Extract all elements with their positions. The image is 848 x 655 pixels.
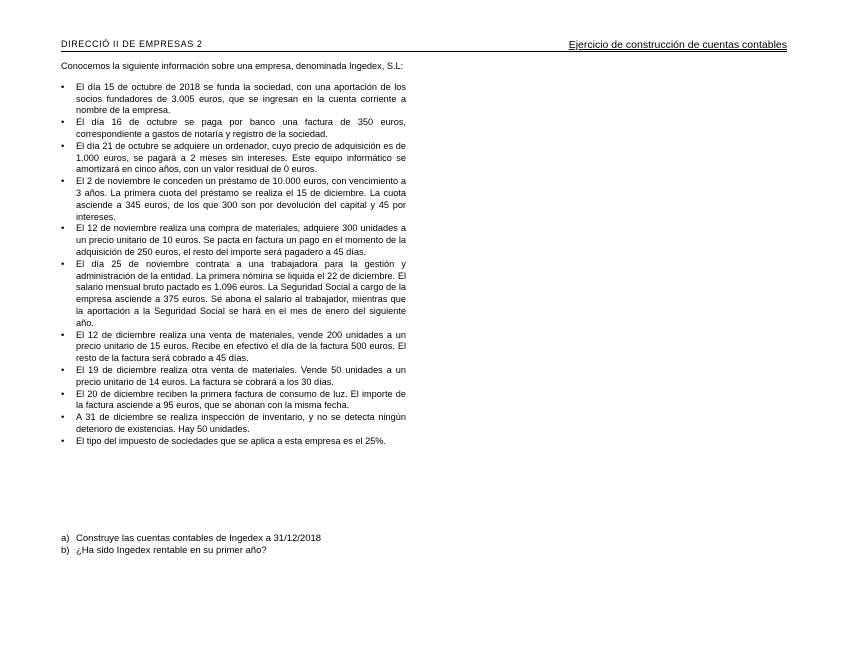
question-text: ¿Ha sido Ingedex rentable en su primer año? bbox=[76, 545, 267, 556]
event-list bbox=[61, 82, 406, 448]
list-item: • El 12 de diciembre realiza una venta de materiales, vende 200 unidades a un precio unitario de 15 euros. Recibe en efectivo el día de la factura 500 euros. El resto de la factura será cobrado a 45 días. bbox=[61, 330, 406, 365]
list-item: • El día 16 de octubre se paga por banco una factura de 350 euros, correspondiente a gastos de notaría y registro de la sociedad. bbox=[61, 117, 406, 141]
header-right-title: Ejercicio de construcción de cuentas contables bbox=[568, 39, 787, 51]
questions bbox=[61, 533, 321, 557]
question-label: a) bbox=[61, 533, 70, 544]
header-left-title: DIRECCIÓ II DE EMPRESAS 2 bbox=[61, 39, 203, 49]
list-item: • El 19 de diciembre realiza otra venta de materiales. Vende 50 unidades a un precio unitario de 14 euros. La factura se cobrará a los 30 días. bbox=[61, 365, 406, 389]
header-divider bbox=[61, 51, 787, 52]
document-body bbox=[61, 61, 406, 448]
question-text: Construye las cuentas contables de Ingedex a 31/12/2018 bbox=[76, 533, 322, 544]
intro-paragraph: Conocemos la siguiente información sobre una empresa, denominada Ingedex, S.L: bbox=[61, 61, 404, 71]
list-item: • El 20 de diciembre reciben la primera factura de consumo de luz. El importe de la factura asciende a 95 euros, que se abonan con la misma fecha. bbox=[61, 389, 406, 413]
list-item: • El 12 de noviembre realiza una compra de materiales, adquiere 300 unidades a un precio unitario de 10 euros. Se pacta en factura un pago en el momento de la adquisición de 250 euros, el resto del importe será pagadero a 45 días. bbox=[61, 223, 406, 258]
question-label: b) bbox=[61, 545, 70, 556]
list-item: • El tipo del impuesto de sociedades que se aplica a esta empresa es el 25%. bbox=[61, 436, 406, 448]
list-item: • El 2 de noviembre le conceden un préstamo de 10.000 euros, con vencimiento a 3 años. La primera cuota del préstamo se realiza el 15 de diciembre. La cuota asciende a 345 euros, de los que 300 son por devolución del capital y 45 por intereses. bbox=[61, 176, 406, 223]
list-item: • El día 15 de octubre de 2018 se funda la sociedad, con una aportación de los socios fundadores de 3.005 euros, que se ingresan en la cuenta corriente a nombre de la empresa. bbox=[61, 82, 406, 117]
list-item: • El día 21 de octubre se adquiere un ordenador, cuyo precio de adquisición es de 1.000 euros, se pagará a 2 meses sin intereses. Este equipo informático se amortizará en cinco años, con un valor residual de 0 euros. bbox=[61, 141, 406, 176]
question-a bbox=[61, 533, 321, 545]
list-item: • El día 25 de noviembre contrata a una trabajadora para la gestión y administración de la entidad. La primera nómina se liquida el 22 de diciembre. El salario mensual bruto pactado es 1.096 euros. La Seguridad Social a cargo de la empresa asciende a 375 euros. Se abona el salario al trabajador, mientras que la aportación a la Seguridad Social se hará en el mes de enero del siguiente año. bbox=[61, 259, 406, 330]
list-item: • A 31 de diciembre se realiza inspección de inventario, y no se detecta ningún deterioro de existencias. Hay 50 unidades. bbox=[61, 412, 406, 436]
question-b bbox=[61, 545, 321, 557]
